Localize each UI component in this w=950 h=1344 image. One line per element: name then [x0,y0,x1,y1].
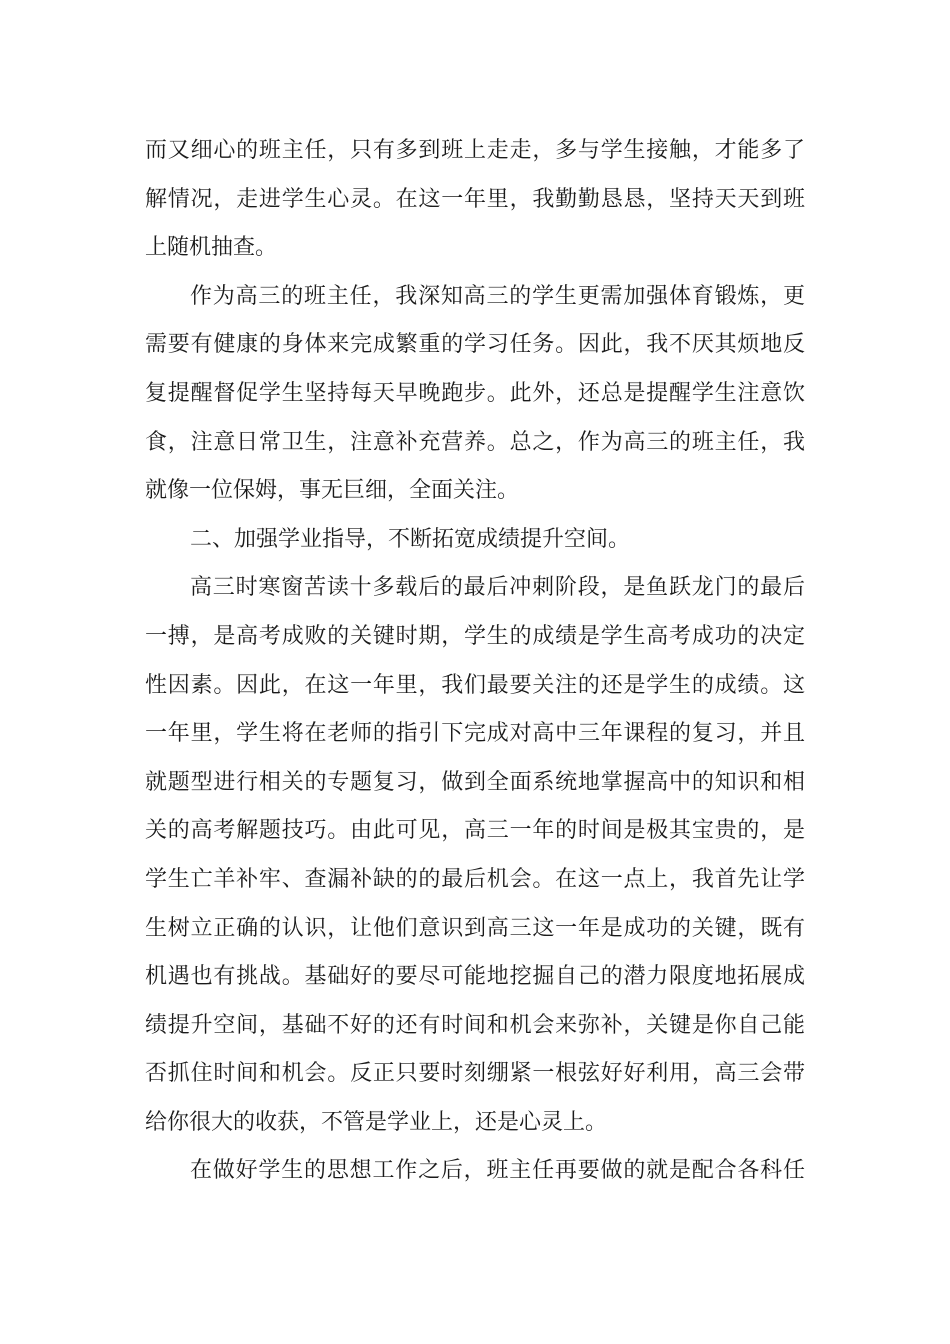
paragraph-line: 食，注意日常卫生，注意补充营养。总之，作为高三的班主任，我 [145,429,805,455]
paragraph-line: 一搏，是高考成败的关键时期，学生的成绩是学生高考成功的决定 [145,623,805,649]
paragraph-line: 解情况，走进学生心灵。在这一年里，我勤勤恳恳，坚持天天到班 [145,186,805,212]
paragraph-line: 生树立正确的认识，让他们意识到高三这一年是成功的关键，既有 [145,915,805,941]
paragraph-line: 需要有健康的身体来完成繁重的学习任务。因此，我不厌其烦地反 [145,332,805,358]
paragraph-line: 就题型进行相关的专题复习，做到全面系统地掌握高中的知识和相 [145,769,805,795]
paragraph-line: 就像一位保姆，事无巨细，全面关注。 [145,478,520,504]
section-heading: 二、加强学业指导，不断拓宽成绩提升空间。 [190,526,631,552]
paragraph-line: 高三时寒窗苦读十多载后的最后冲刺阶段，是鱼跃龙门的最后 [190,575,805,601]
paragraph-line: 机遇也有挑战。基础好的要尽可能地挖掘自己的潜力限度地拓展成 [145,964,805,990]
paragraph-line: 给你很大的收获，不管是学业上，还是心灵上。 [145,1109,608,1135]
paragraph-line: 复提醒督促学生坚持每天早晚跑步。此外，还总是提醒学生注意饮 [145,380,805,406]
paragraph-line: 在做好学生的思想工作之后，班主任再要做的就是配合各科任 [190,1158,805,1184]
paragraph-line: 作为高三的班主任，我深知高三的学生更需加强体育锻炼，更 [190,283,805,309]
paragraph-line: 而又细心的班主任，只有多到班上走走，多与学生接触，才能多了 [145,138,805,163]
document-body [145,127,805,1196]
paragraph-line: 绩提升空间，基础不好的还有时间和机会来弥补，关键是你自己能 [145,1012,805,1038]
paragraph-line: 性因素。因此，在这一年里，我们最要关注的还是学生的成绩。这 [145,672,805,698]
paragraph-line: 学生亡羊补牢、查漏补缺的的最后机会。在这一点上，我首先让学 [145,866,805,892]
paragraph-line: 否抓住时间和机会。反正只要时刻绷紧一根弦好好利用，高三会带 [145,1061,805,1087]
paragraph-line: 上随机抽查。 [145,235,278,261]
paragraph-line: 关的高考解题技巧。由此可见，高三一年的时间是极其宝贵的，是 [145,818,805,844]
paragraph-line: 一年里，学生将在老师的指引下完成对高中三年课程的复习，并且 [145,721,805,747]
